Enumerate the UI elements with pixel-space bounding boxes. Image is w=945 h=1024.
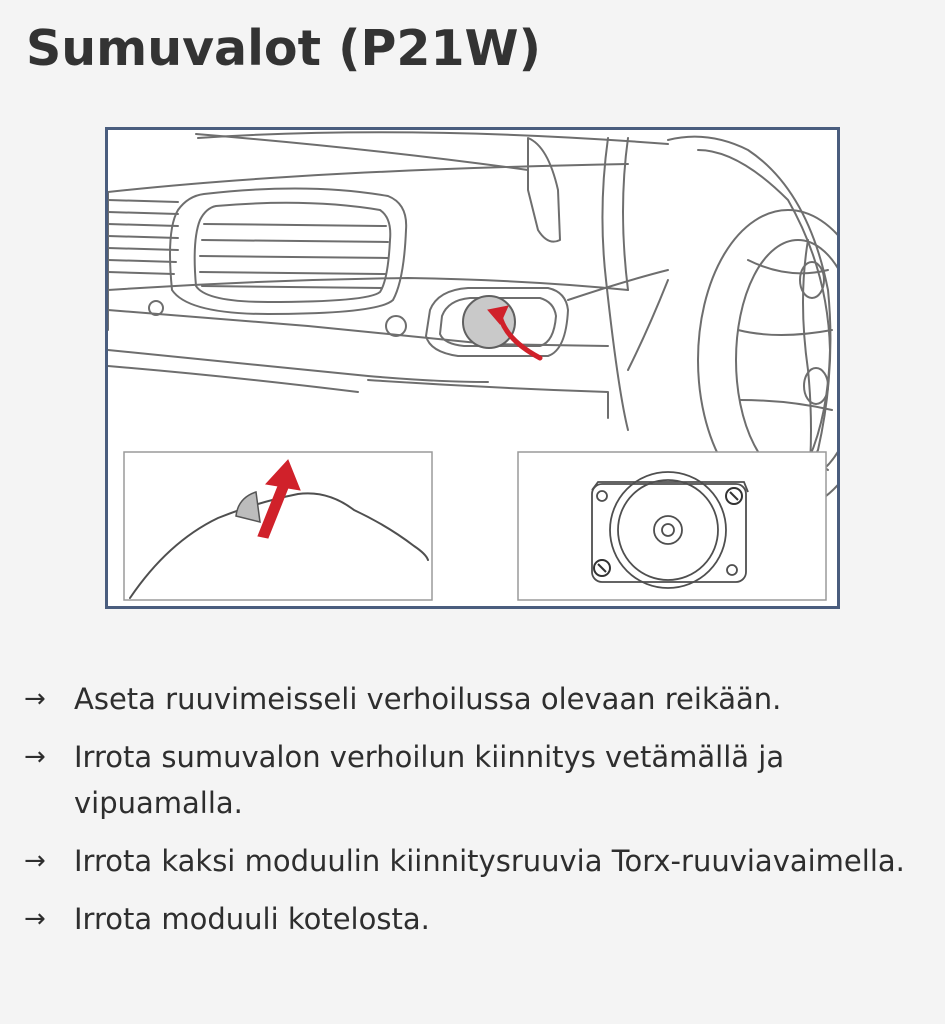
step-text: Irrota moduuli kotelosta. <box>74 902 430 936</box>
fog-light-removal-illustration <box>105 127 840 609</box>
instruction-step-3 <box>24 838 924 884</box>
instruction-step-2 <box>24 734 924 826</box>
arrow-right-icon: → <box>24 846 46 876</box>
page-title: Sumuvalot (P21W) <box>26 20 542 77</box>
arrow-right-icon: → <box>24 684 46 714</box>
instruction-step-1 <box>24 676 924 722</box>
instruction-list <box>24 676 924 954</box>
hood-line <box>108 164 628 192</box>
instruction-step-4 <box>24 896 924 942</box>
fog-light-diagram <box>108 130 837 606</box>
step-text: Irrota kaksi moduulin kiinnitysruuvia Torx-ruuviavaimella. <box>74 844 905 878</box>
step-text: Aseta ruuvimeisseli verhoilussa olevaan reikään. <box>74 682 782 716</box>
step-text: Irrota sumuvalon verhoilun kiinnitys vetämällä ja vipuamalla. <box>74 740 785 820</box>
side-marker <box>528 138 560 242</box>
wheel-arch <box>668 137 830 502</box>
arrow-right-icon: → <box>24 904 46 934</box>
hood-edge-line <box>198 132 668 144</box>
arrow-right-icon: → <box>24 742 46 772</box>
fog-lamp-cover-knob <box>463 296 515 348</box>
